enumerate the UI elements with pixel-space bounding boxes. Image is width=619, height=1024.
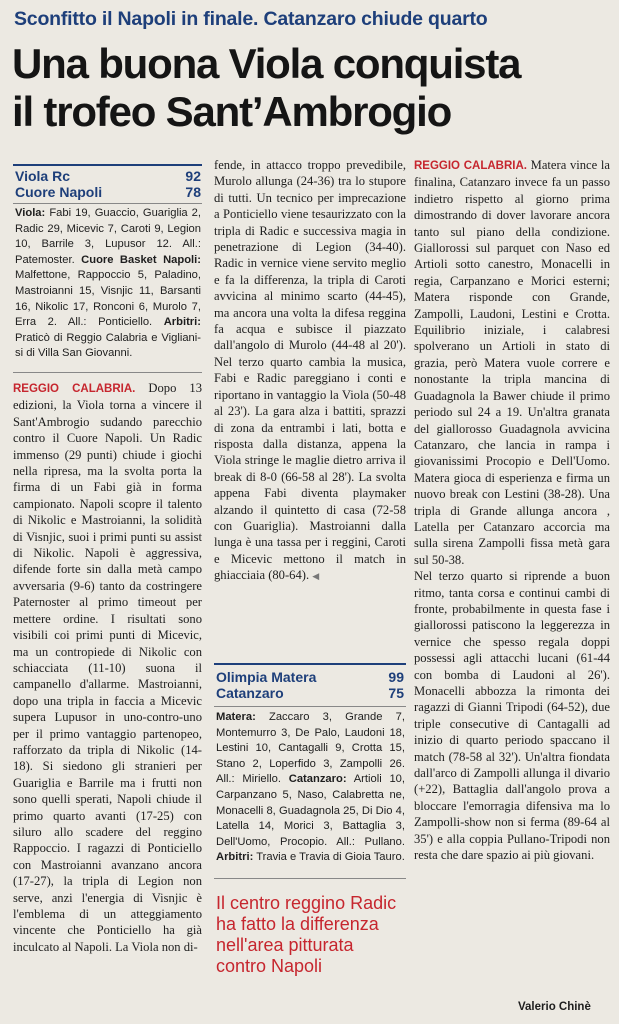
box2-divider xyxy=(214,706,406,707)
triangle-end-icon: ◀ xyxy=(312,571,320,582)
box2-team2: Catanzaro xyxy=(216,685,284,701)
article1-place: REGGIO CALABRIA. xyxy=(13,383,136,395)
box2-label-c: Arbitri: xyxy=(216,851,254,864)
article2-column xyxy=(414,157,610,863)
headline-line-2: il trofeo Sant’Ambrogio xyxy=(12,88,452,135)
headline-line-1: Una buona Viola conquista xyxy=(12,40,521,87)
article1-text-col1: Dopo 13 edizioni, la Viola torna a vincere il Sant'Ambrogio sudando parecchio contro il Cuore Napoli. Un Radic immenso (29 punti) chiude i giochi nella ripresa, ma la svolta porta la firma di un Fabi già in forma campionato. Napoli scopre il talento di Nikolic e Mastroianni, la solidità di Visnjic, suoi i primi punti su assist di Nikolic. Napoli è aggressiva, difende forte sin dalla metà campo avversaria (9-6) tanto da costringere Paternoster al primo timeout per mettere ordine. I risultati sono visibili coi primi punti di Micevic, ma un contropiede di Nikolic con schiacciata (11-10) suona il campanello d'allarme. Mastroianni, dopo una tripla in faccia a Micevic supera Lupusor in uno-contro-uno per il primo vantaggio partenopeo, rafforzato da tripla di Nikolic (14-18). Si siedono gli stranieri per Guariglia e Barrile ma i frutti non sono quelli sperati, Napoli chiude il primo quarto avanti (17-25) con siluro allo scadere del reggino Rappoccio. I ragazzi di Ponticiello con Mastroianni avanzano ancora (17-27), la tripla di Legion non serve, anzi l'energia di Visnjic è l'emblema di un atteggiamento vincente che Ponticiello ha già inculcato al Napoli. La Viola non di- xyxy=(13,381,203,954)
article2-text2: Nel terzo quarto si riprende a buon ritmo, tanta corsa e continui cambi di fronte, probabilmente in questa fase i giallorossi patiscono la leggerezza in vernice che spesso regala doppi possessi agli attacchi lucani (61-44 con bomba di Laudoni al 26'). Monacelli abbozza la rimonta dei ragazzi di Gianni Tripodi (64-52), due triple consecutive di Cantagalli ad inizio di quarto periodo spaccano il match (78-58 al 32'). Un'altra fiondata dall'arco di Zampolli allunga il divario (+22), Battaglia dall'angolo prova a bloccare l'emorragia difensiva ma lo Zampolli-show non si ferma (89-64 al 35') e alla coppia Pullano-Tripodi non resta che dare spazio ai più giovani. xyxy=(414,569,610,863)
box1-score1: 92 xyxy=(185,168,201,184)
box2-label-a: Matera: xyxy=(216,711,256,723)
box1-team1: Viola Rc xyxy=(15,168,70,184)
box1-text-a: Fabi 19, Guaccio, Guariglia 2, Radic 29, Micevic 7, Caroti 9, Legion 10, Barrile 3, Lupusor 12. All.: Patemoster. xyxy=(15,207,202,266)
box2-text-a: Zaccaro 3, Grande 7, Montemurro 3, De Palo, Laudoni 18, Lestini 10, Cantagalli 9, Crotta 15, Stano 2, Loperfido 3, Zampolli 26. All.: Miriello. xyxy=(216,711,405,786)
box2-score xyxy=(216,669,404,701)
box2-score2: 75 xyxy=(388,685,404,701)
byline: Valerio Chinè xyxy=(518,1001,591,1013)
box1-score2: 78 xyxy=(185,184,201,200)
article2-place: REGGIO CALABRIA. xyxy=(414,160,527,172)
box1-text-b: Malfettone, Rappoccio 5, Paladino, Mastroianni 15, Visnjic 11, Barsanti 16, Nikolic 17, Ronconi 6, Murolo 7, Erra 2. All.: Ponticiello. xyxy=(15,269,201,329)
box2-lineups xyxy=(216,710,405,866)
box1-text-c: Praticò di Reggio Calabria e Viglianisi di Villa San Giovanni. xyxy=(15,331,201,360)
article1-text-col2: fende, in attacco troppo prevedibile, Murolo allunga (24-36) tra lo stupore di tutti. Un tecnico per imprecazione a Ponticiello viene tesaurizzato con la tripla di Radic e successiva magia in penetrazione di Legion (34-40). Radic in vernice viene servito meglio e fa la differenza, la tripla di Caroti avvicina al minimo scarto (44-45), ma ancora una volta la difesa reggina fa acqua e subisce il piazzato dall'angolo di Murolo (44-48 al 20'). Nel terzo quarto cambia la musica, Fabi e Radic pareggiano i conti e riportano in vantaggio la Viola (50-48 al 23'). La gara alza i battiti, sprazzi di zona da entrambi i lati, botta e risposta dalla distanza, appena la Viola stringe le maglie dietro arriva il break di 8-0 (66-58 al 28'). La svolta appena Fabi diventa playmaker alzando il quintetto di casa (72-58 con Guariglia). Mastroianni dalla lunga è una tassa per i reggini, Caroti e Micevic mettono il match in ghiacciaia (80-64). xyxy=(214,158,406,583)
pull-quote: Il centro reggino Radic ha fatto la differenza nell'area pitturata contro Napoli xyxy=(216,893,397,976)
box2-text-c: Travia e Travia di Gioia Tauro. xyxy=(256,851,405,864)
article1-col1 xyxy=(13,380,202,955)
article1-col2 xyxy=(214,157,406,585)
box2-label-b: Catanzaro: xyxy=(288,773,347,786)
box2-text-b: Artioli 10, Carpanzano 5, Naso, Calabretta ne, Monacelli 8, Guadagnola 25, Di Dio 4, Latella 14, Morici 3, Battaglia 3, Dell'Uomo, Procopio. All.: Pullano. xyxy=(216,773,406,848)
kicker: Sconfitto il Napoli in finale. Catanzaro chiude quarto xyxy=(14,8,488,30)
box1-bottom-rule xyxy=(13,372,202,373)
box1-divider xyxy=(13,203,202,204)
box1-team2: Cuore Napoli xyxy=(15,184,103,200)
article2-text: Matera vince la finalina, Catanzaro invece fa un passo indietro rispetto al giorno prima dimostrando di dover lavorare ancora tanto sul piano della condizione. Giallorossi sul parquet con Naso ed Artioli sotto canestro, Monacelli in regia, Carpanzano e Morici esterni; Matera risponde con Grande, Zampolli, Laudoni, Lestini e Crotta. Equilibrio iniziale, i calabresi spolverano un Artioli in stato di grazia, però Matera vuole correre e nonostante la tripla mancina di Guadagnola la Bawer chiude il primo periodo sul 24 a 19. Un'altra granata del giallorosso Guadagnola avvicina Catanzaro, che lancia in rampa i giovanissimi Procopio e Dell'Uomo. Matera gioca di esperienza e firma un nuovo break con Lestini (38-28). Una tripla di Grande allunga ancora , Latella per Catanzaro accorcia ma sulla sirena Zampolli fissa metà gara sul 50-38. xyxy=(414,158,610,567)
box1-label-c: Arbitri: xyxy=(163,316,201,329)
box1-score xyxy=(15,168,201,200)
headline xyxy=(12,40,612,136)
box1-top-rule xyxy=(13,164,202,166)
box1-label-b: Cuore Basket Napoli: xyxy=(81,253,201,266)
box2-team1: Olimpia Matera xyxy=(216,669,317,685)
box1-lineups xyxy=(15,206,201,362)
box2-top-rule xyxy=(214,663,406,665)
box1-label-a: Viola: xyxy=(15,207,46,219)
box2-bottom-rule xyxy=(214,878,406,879)
box2-score1: 99 xyxy=(388,669,404,685)
